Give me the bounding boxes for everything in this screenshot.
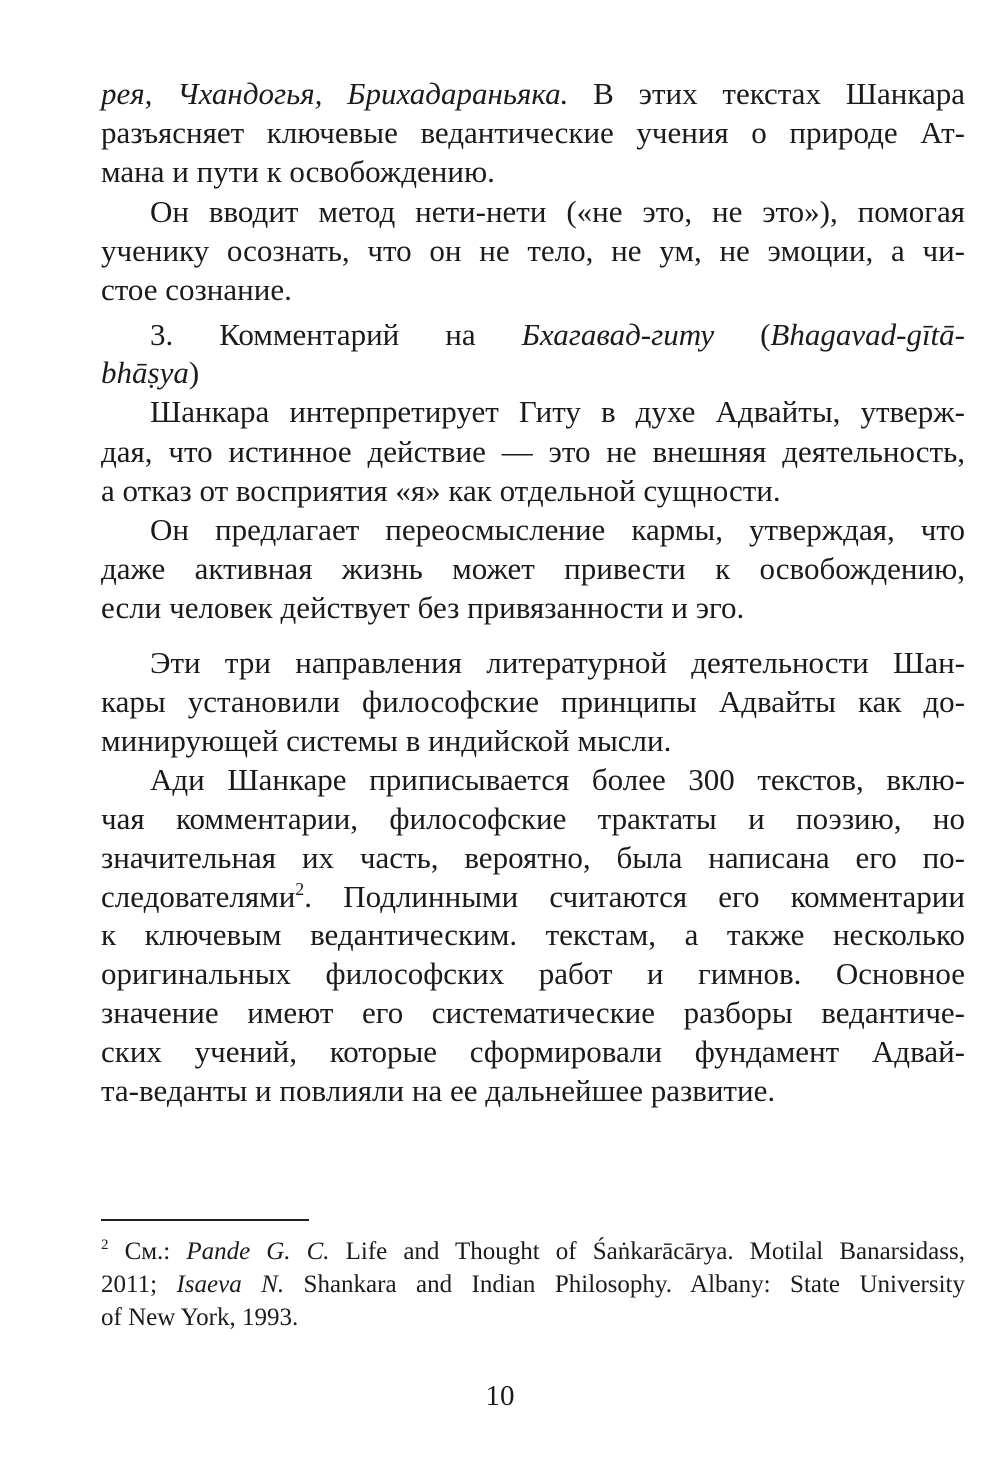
footnote-line: of New York, 1993. [101,1304,299,1331]
text-line: мана и пути к освобождению. [101,154,495,189]
text-span: В этих текстах Шанкара [568,76,965,111]
text-line: та-веданты и повлияли на ее дальнейшее развитие. [101,1073,776,1108]
text-line: Ади Шанкаре приписывается более 300 текстов, вклю- [150,762,965,797]
text-line [101,877,965,917]
text-line: разъясняет ключевые ведантические учения о природе Ат- [101,115,965,150]
text-line: ских учений, которые сформировали фундамент Адвай- [101,1034,965,1069]
italic-title: Бхагавад-гиту [521,317,715,352]
footnote-marker: 2 [101,1237,109,1253]
text-line: стое сознание. [101,272,292,307]
text-line: чая комментарии, философские трактаты и поэзию, но [101,801,965,836]
text-span: 3. Комментарий на [150,317,522,352]
footnote-separator [101,1219,309,1221]
italic-title-translit: bhāṣya [101,355,189,390]
text-line: дая, что истинное действие — это не внешняя деятельность, [101,434,965,469]
author-name: Pande G. C. [186,1238,330,1265]
text-span: . Подлинными считаются его комментарии [304,879,965,914]
italic-title-translit: Bhagavad-gītā- [770,317,965,352]
text-span: ) [188,355,200,390]
text-span: ( [714,317,771,352]
text-line: Эти три направления литературной деятельности Шан- [150,645,965,680]
text-line: кары установили философские принципы Адвайты как до- [101,684,965,719]
text-line: Он вводит метод нети-нети («не это, не это»), помогая [150,194,965,229]
list-item-heading [150,315,965,355]
italic-titles: рея, Чхандогья, Брихадараньяка. [101,76,569,111]
text-line: а отказ от восприятия «я» как отдельной сущности. [101,473,781,508]
text-line: даже активная жизнь может привести к освобождению, [101,551,965,586]
text-line: значение имеют его систематические разборы ведантиче- [101,995,965,1030]
footnote-reference[interactable]: 2 [295,879,305,899]
text-line: минирующей системы в индийской мысли. [101,723,672,758]
text-line: Он предлагает переосмысление кармы, утверждая, что [150,512,965,547]
text-line [101,74,965,114]
footnote-line [101,1270,965,1300]
text-line [101,353,965,393]
text-line: оригинальных философских работ и гимнов. Основное [101,956,965,991]
page-number: 10 [485,1380,515,1412]
text-line: значительная их часть, вероятно, была написана его по- [101,840,965,875]
text-line: Шанкара интерпретирует Гиту в духе Адвайты, утверж- [150,394,965,429]
text-span: 2011; [101,1271,177,1298]
text-line: если человек действует без привязанности и эго. [101,590,745,625]
text-line: ученику осознать, что он не тело, не ум, не эмоции, а чи- [101,233,965,268]
text-span: Life and Thought of Śaṅkarācārya. Motilal Banarsidass, [329,1238,965,1265]
text-span: См.: [108,1238,187,1265]
footnote-line [101,1237,965,1267]
text-span: следователями [101,879,296,914]
text-line: к ключевым ведантическим. текстам, а также несколько [101,917,965,952]
text-span: Shankara and Indian Philosophy. Albany: State University [284,1271,966,1298]
author-name: Isaeva N. [176,1271,285,1298]
